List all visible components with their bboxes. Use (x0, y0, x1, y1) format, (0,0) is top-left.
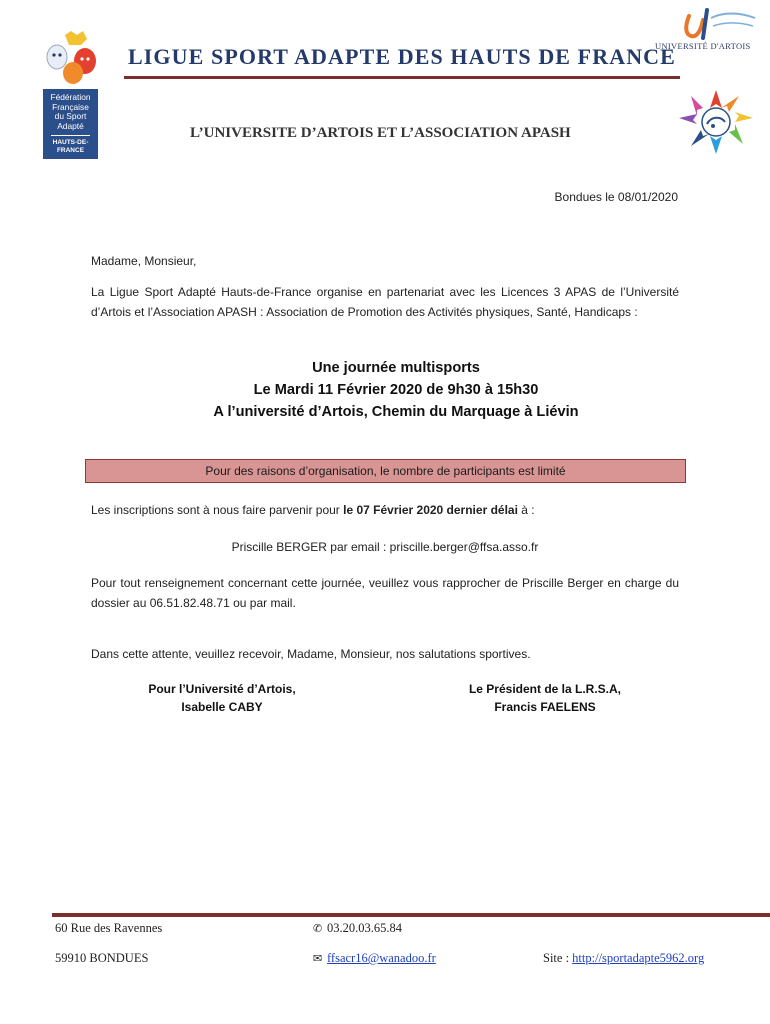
footer-phone-number: 03.20.03.65.84 (327, 921, 402, 935)
partners-subtitle: L’UNIVERSITE D’ARTOIS ET L’ASSOCIATION APASH (190, 125, 571, 141)
page-title: LIGUE SPORT ADAPTE DES HAUTS DE FRANCE (128, 44, 676, 69)
phone-icon: ✆ (313, 922, 323, 935)
event-location: A l’université d’Artois, Chemin du Marquage à Liévin (213, 404, 579, 420)
footer-phone (313, 921, 402, 936)
registration-deadline: le 07 Février 2020 dernier délai (343, 503, 518, 517)
footer-site-label: Site : (543, 951, 573, 965)
region-line: FRANCE (56, 146, 85, 154)
closing-paragraph: Dans cette attente, veuillez recevoir, Madame, Monsieur, nos salutations sportives. (91, 647, 531, 661)
footer-email-link[interactable]: ffsacr16@wanadoo.fr (327, 951, 436, 965)
registration-text-end: à : (517, 503, 535, 517)
ffsa-line: Adapté (57, 120, 84, 131)
footer-address-city: 59910 BONDUES (55, 951, 149, 965)
signature-president-role: Le Président de la L.R.S.A, (468, 682, 622, 696)
ffsa-logo-text (43, 93, 98, 131)
contact-line: Priscille BERGER par email : priscille.berger@ffsa.asso.fr (231, 540, 539, 554)
ffsa-logo-region (43, 139, 98, 154)
ffsa-line: Française (52, 101, 89, 112)
footer-site-link[interactable]: http://sportadapte5962.org (572, 951, 705, 965)
registration-text: Les inscriptions sont à nous faire parvenir pour (91, 503, 344, 517)
ffsa-logo (43, 31, 98, 159)
intro-paragraph: La Ligue Sport Adapté Hauts-de-France organise en partenariat avec les Licences 3 APAS de l’Université d’Artois et l’Association APASH : Association de Promotion des Activités physiques, Santé, Handicaps : (91, 285, 679, 319)
ffsa-line: du Sport (54, 111, 87, 122)
universite-artois-label: UNIVERSITÉ D'ARTOIS (655, 41, 751, 51)
signature-university-name: Isabelle CABY (181, 700, 263, 714)
region-line: HAUTS-DE- (52, 139, 89, 146)
ffsa-line: Fédération (50, 92, 91, 102)
footer-divider (52, 913, 770, 917)
signature-university-role: Pour l’Université d’Artois, (148, 682, 296, 696)
registration-paragraph (91, 500, 679, 520)
apash-star-logo (677, 88, 755, 156)
letter-date: Bondues le 08/01/2020 (554, 190, 678, 204)
footer-address-street: 60 Rue des Ravennes (55, 921, 163, 935)
ffsa-logo-divider (51, 135, 90, 136)
event-announcement (91, 357, 701, 423)
signature-president-name: Francis FAELENS (494, 700, 596, 714)
footer-email (313, 951, 436, 966)
title-divider (124, 76, 680, 79)
signature-university (112, 680, 332, 716)
event-date: Le Mardi 11 Février 2020 de 9h30 à 15h30 (253, 382, 539, 398)
footer-site (543, 951, 704, 966)
salutation: Madame, Monsieur, (91, 254, 197, 268)
envelope-icon: ✉ (313, 952, 323, 965)
event-title: Une journée multisports (312, 360, 480, 376)
faces-emblem (43, 31, 98, 89)
info-paragraph: Pour tout renseignement concernant cette journée, veuillez vous rapprocher de Priscille Berger en charge du dossier au 06.51.82.48.71 ou par mail. (91, 576, 679, 610)
signature-president (430, 680, 660, 716)
participants-limited-banner: Pour des raisons d’organisation, le nombre de participants est limité (85, 459, 686, 483)
